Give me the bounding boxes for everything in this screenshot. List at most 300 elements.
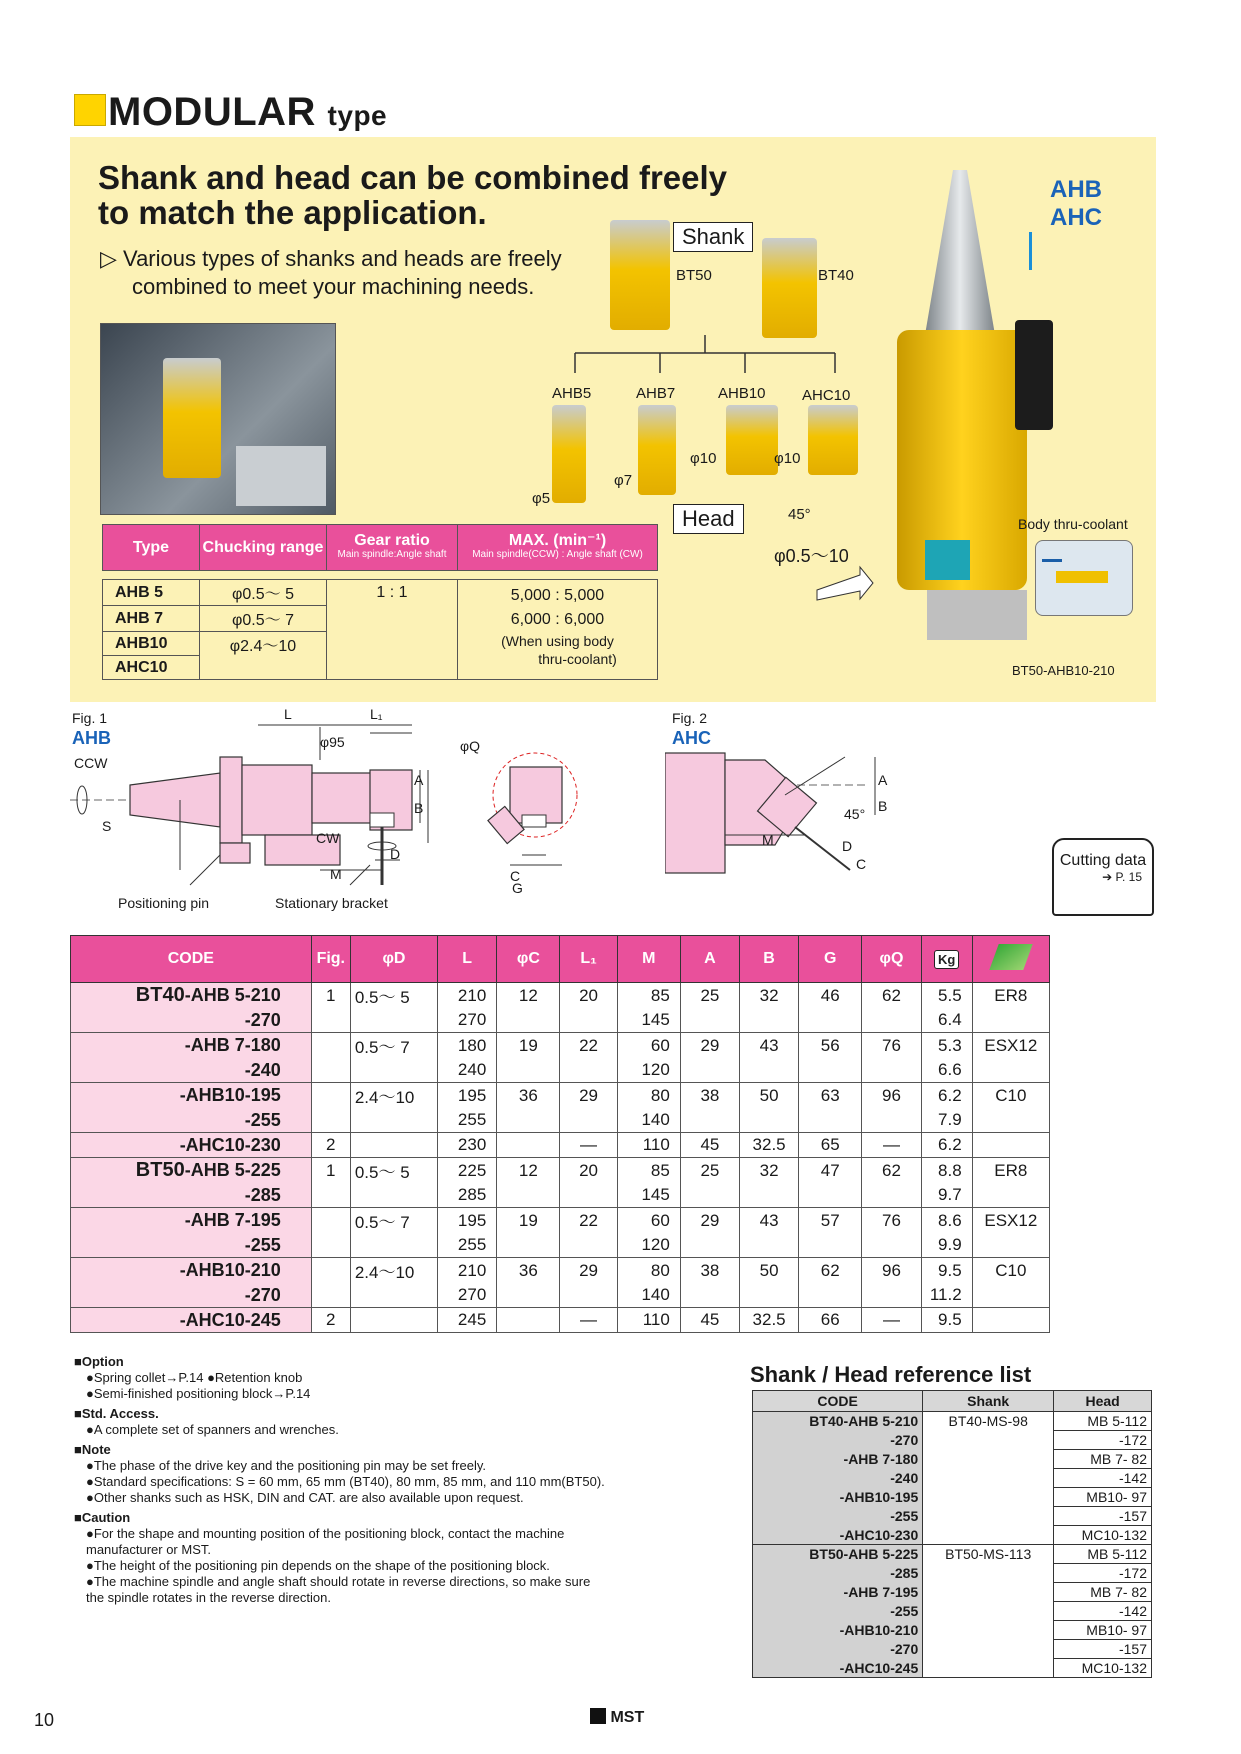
row-c: 12: [497, 983, 560, 1009]
row-l1: 20: [560, 1158, 617, 1184]
fig1-dim-phi95: φ95: [320, 734, 345, 750]
row-collet: [972, 1233, 1049, 1258]
row-d: [350, 1008, 437, 1033]
row-d: [350, 1133, 437, 1158]
ref-code: -255: [753, 1507, 923, 1526]
fig1-name: AHB: [72, 728, 111, 748]
row-c: [497, 1233, 560, 1258]
main-table-header: [71, 936, 1050, 983]
table-row: [71, 1208, 1050, 1234]
row-fig: [311, 1108, 350, 1133]
row-d: [350, 1183, 437, 1208]
row-a: [680, 1183, 739, 1208]
cutting-data-label: Cutting data: [1059, 852, 1147, 869]
row-c: 36: [497, 1083, 560, 1109]
row-code: [71, 1283, 312, 1308]
square-bullet-icon: ■: [74, 1442, 82, 1457]
fig1-dim-c: C: [510, 868, 521, 884]
row-g: 65: [799, 1133, 862, 1158]
ref-head: -157: [1054, 1640, 1152, 1659]
row-l: 270: [438, 1008, 497, 1033]
row-code: [71, 1258, 312, 1284]
ref-head: -172: [1054, 1431, 1152, 1450]
row-m: 120: [617, 1233, 680, 1258]
row-kg: 9.7: [921, 1183, 972, 1208]
ref-code: -285: [753, 1564, 923, 1583]
ref-head: -142: [1054, 1469, 1152, 1488]
row-l1: 29: [560, 1083, 617, 1109]
row-l1: [560, 1008, 617, 1033]
row-fig: [311, 1083, 350, 1109]
collet-icon: [989, 944, 1032, 970]
fig1-dim-phiq: φQ: [460, 738, 480, 754]
ref-row: [753, 1659, 1152, 1678]
row-kg: 6.4: [921, 1008, 972, 1033]
row-b: [740, 1183, 799, 1208]
row-collet: [972, 1308, 1049, 1333]
ref-shank: [923, 1450, 1054, 1469]
row-d: 0.5～ 7: [350, 1208, 437, 1234]
table-row: [71, 1133, 1050, 1158]
coolant-arrow-icon: [815, 555, 875, 625]
row-kg: 8.6: [921, 1208, 972, 1234]
row-d: 0.5～ 7: [350, 1033, 437, 1059]
large-tool-image: [885, 170, 1055, 645]
ref-shank: [923, 1602, 1054, 1621]
row-l1: [560, 1183, 617, 1208]
row-code-value: -AHB10-210: [179, 1260, 281, 1280]
row-a: 45: [680, 1308, 739, 1333]
row-q: [862, 1008, 921, 1033]
row-collet: ESX12: [972, 1208, 1049, 1234]
ref-code: -AHB 7-195: [753, 1583, 923, 1602]
ref-shank: [923, 1640, 1054, 1659]
fig2-label: Fig. 2: [672, 710, 708, 726]
fig1-cw: CW: [316, 830, 340, 846]
fig1-dim-l: L: [284, 706, 292, 722]
row-q: [862, 1283, 921, 1308]
ref-code: -AHB10-210: [753, 1621, 923, 1640]
spec-type: AHB 7: [103, 606, 200, 632]
positioning-pin-label: Positioning pin: [118, 895, 210, 911]
note-item: ●Semi-finished positioning block→P.14: [86, 1386, 311, 1401]
row-a: 38: [680, 1258, 739, 1284]
row-kg: 7.9: [921, 1108, 972, 1133]
shank-label: Shank: [673, 222, 753, 252]
ref-row: [753, 1507, 1152, 1526]
row-code: [71, 1108, 312, 1133]
row-a: 45: [680, 1133, 739, 1158]
table-row: [71, 1183, 1050, 1208]
row-b: 32: [740, 1158, 799, 1184]
row-g: 47: [799, 1158, 862, 1184]
row-collet: ER8: [972, 1158, 1049, 1184]
row-c: 12: [497, 1158, 560, 1184]
row-b: 50: [740, 1083, 799, 1109]
row-g: 46: [799, 983, 862, 1009]
ref-row: [753, 1450, 1152, 1469]
row-l1: —: [560, 1133, 617, 1158]
row-fig: [311, 1008, 350, 1033]
row-g: 66: [799, 1308, 862, 1333]
row-b: [740, 1058, 799, 1083]
row-m: 60: [617, 1033, 680, 1059]
ref-row: [753, 1545, 1152, 1564]
row-a: 29: [680, 1208, 739, 1234]
row-collet: [972, 1108, 1049, 1133]
shank-type-bt50: BT50: [676, 267, 712, 284]
square-bullet-icon: ■: [74, 1354, 82, 1369]
note-item: ●For the shape and mounting position of the positioning block, contact the machine: [86, 1526, 565, 1541]
row-d: [350, 1058, 437, 1083]
row-c: [497, 1133, 560, 1158]
ref-code: -270: [753, 1431, 923, 1450]
row-fig: [311, 1058, 350, 1083]
ref-code: BT40-AHB 5-210: [753, 1412, 923, 1431]
row-code: [71, 983, 312, 1009]
head-type-ahc10: AHC10: [802, 387, 851, 404]
row-l1: —: [560, 1308, 617, 1333]
row-l: 210: [438, 1258, 497, 1284]
col-a: A: [680, 936, 739, 983]
head-type-ahb10: AHB10: [718, 385, 766, 402]
table-row: [71, 1308, 1050, 1333]
ref-head: MB 5-112: [1054, 1412, 1152, 1431]
ref-shank: [923, 1564, 1054, 1583]
row-g: [799, 1058, 862, 1083]
row-l: 180: [438, 1033, 497, 1059]
weight-icon: Kg: [934, 950, 959, 969]
fig1-dim-d: D: [390, 846, 401, 862]
row-code: [71, 1033, 312, 1059]
col-c: φC: [497, 936, 560, 983]
row-q: [862, 1233, 921, 1258]
row-g: [799, 1108, 862, 1133]
ref-row: [753, 1526, 1152, 1545]
row-g: 57: [799, 1208, 862, 1234]
ref-code: -AHB10-195: [753, 1488, 923, 1507]
row-d: [350, 1108, 437, 1133]
row-l1: 20: [560, 983, 617, 1009]
dia-label-5: φ5: [532, 490, 551, 507]
ref-row: [753, 1412, 1152, 1431]
row-kg: 9.9: [921, 1233, 972, 1258]
note-heading: ■Caution: [74, 1510, 131, 1525]
row-q: 62: [862, 983, 921, 1009]
row-c: [497, 1308, 560, 1333]
row-kg: 6.6: [921, 1058, 972, 1083]
note-heading: ■Note: [74, 1442, 111, 1457]
row-kg: 5.5: [921, 983, 972, 1009]
row-fig: 1: [311, 983, 350, 1009]
row-l: 230: [438, 1133, 497, 1158]
ref-shank: [923, 1507, 1054, 1526]
row-g: 56: [799, 1033, 862, 1059]
ref-code: -240: [753, 1469, 923, 1488]
col-g: G: [799, 936, 862, 983]
head-type-ahb5: AHB5: [552, 385, 592, 402]
row-fig: [311, 1283, 350, 1308]
ref-head: MC10-132: [1054, 1526, 1152, 1545]
row-g: [799, 1008, 862, 1033]
row-a: 29: [680, 1033, 739, 1059]
row-m: 145: [617, 1008, 680, 1033]
ref-col-code: CODE: [753, 1391, 923, 1412]
row-collet: [972, 1008, 1049, 1033]
row-kg: 9.5: [921, 1258, 972, 1284]
note-item: ●The machine spindle and angle shaft should rotate in reverse directions, so make sure: [86, 1574, 591, 1589]
row-code-value: -255: [244, 1234, 281, 1255]
ref-shank: [923, 1469, 1054, 1488]
ref-shank: [923, 1431, 1054, 1450]
spec-gear-ratio: 1 : 1: [327, 580, 458, 680]
row-code-value: -AHB10-195: [179, 1085, 281, 1105]
col-b: B: [740, 936, 799, 983]
ref-row: [753, 1564, 1152, 1583]
row-m: 140: [617, 1283, 680, 1308]
row-b: [740, 1233, 799, 1258]
row-fig: 2: [311, 1133, 350, 1158]
row-q: [862, 1058, 921, 1083]
spec-type: AHB10: [103, 632, 200, 656]
triangle-bullet-icon: ▷: [100, 246, 124, 271]
row-d: 0.5～ 5: [350, 983, 437, 1009]
ref-head: -157: [1054, 1507, 1152, 1526]
row-q: —: [862, 1308, 921, 1333]
row-a: [680, 1058, 739, 1083]
spec-chucking: φ0.5～ 5: [200, 580, 327, 606]
spec-header-max: MAX. (min⁻¹) Main spindle(CCW) : Angle shaft (CW): [458, 525, 658, 571]
headline: Shank and head can be combined freely to match the application.: [98, 159, 728, 231]
row-l: 285: [438, 1183, 497, 1208]
fig2-dim-m: M: [762, 832, 774, 848]
row-a: [680, 1233, 739, 1258]
head-ahb7-image: [638, 405, 676, 495]
row-c: [497, 1108, 560, 1133]
dia-label-10a: φ10: [690, 450, 717, 467]
row-code: [71, 1133, 312, 1158]
ccw-label: CCW: [74, 755, 108, 771]
row-b: [740, 1108, 799, 1133]
spec-table: [102, 524, 658, 680]
row-l: 210: [438, 983, 497, 1009]
row-l1: [560, 1108, 617, 1133]
row-a: [680, 1008, 739, 1033]
row-l1: 22: [560, 1033, 617, 1059]
row-kg: 11.2: [921, 1283, 972, 1308]
square-bullet-icon: ■: [74, 1406, 82, 1421]
row-code: [71, 1308, 312, 1333]
row-a: 25: [680, 983, 739, 1009]
ref-head: -142: [1054, 1602, 1152, 1621]
model-title: AHB AHC: [1050, 176, 1102, 231]
row-code-value: -AHB 7-195: [184, 1210, 281, 1230]
row-g: 63: [799, 1083, 862, 1109]
ref-code: -270: [753, 1640, 923, 1659]
row-code-value: -AHC10-230: [179, 1134, 281, 1155]
row-collet: ER8: [972, 983, 1049, 1009]
note-item: ●A complete set of spanners and wrenches.: [86, 1422, 339, 1437]
row-d: 0.5～ 5: [350, 1158, 437, 1184]
cutting-data-ref: ➔ P. 15: [1102, 870, 1142, 884]
notes: [74, 1350, 694, 1606]
row-m: 85: [617, 983, 680, 1009]
row-l: 245: [438, 1308, 497, 1333]
intro-text: ▷ Various types of shanks and heads are freely combined to meet your machining needs.: [100, 246, 562, 299]
dia-label-10b: φ10: [774, 450, 801, 467]
row-fig: [311, 1233, 350, 1258]
row-b: 50: [740, 1258, 799, 1284]
row-l: 195: [438, 1083, 497, 1109]
row-q: 96: [862, 1083, 921, 1109]
note-item: the spindle rotates in the reverse direction.: [86, 1590, 331, 1605]
machine-photo: [100, 323, 336, 515]
angle-label: 45°: [788, 506, 811, 523]
row-code-value: -270: [244, 1009, 281, 1030]
row-b: 32: [740, 983, 799, 1009]
row-l: 195: [438, 1208, 497, 1234]
note-heading: ■Std. Access.: [74, 1406, 159, 1421]
row-fig: [311, 1033, 350, 1059]
ref-row: [753, 1640, 1152, 1659]
row-collet: [972, 1058, 1049, 1083]
spec-type: AHC10: [103, 656, 200, 680]
ref-row: [753, 1602, 1152, 1621]
row-a: 38: [680, 1083, 739, 1109]
ref-head: MB 7- 82: [1054, 1583, 1152, 1602]
square-bullet-icon: ■: [74, 1510, 82, 1525]
spec-chucking: φ0.5～ 7: [200, 606, 327, 632]
ref-code: -AHB 7-180: [753, 1450, 923, 1469]
table-row: [71, 1258, 1050, 1284]
table-row: [71, 1058, 1050, 1083]
row-b: 32.5: [740, 1308, 799, 1333]
tree-connector: [560, 335, 850, 375]
row-fig: [311, 1258, 350, 1284]
fig2-dim-d: D: [842, 838, 853, 854]
row-g: [799, 1183, 862, 1208]
row-c: [497, 1183, 560, 1208]
note-item: ●Standard specifications: S = 60 mm, 65 mm (BT40), 80 mm, 85 mm, and 110 mm(BT50).: [86, 1474, 605, 1489]
row-l1: 29: [560, 1258, 617, 1284]
stationary-bracket-label: Stationary bracket: [275, 895, 388, 911]
ref-shank: [923, 1659, 1054, 1678]
row-c: 36: [497, 1258, 560, 1284]
row-kg: 6.2: [921, 1133, 972, 1158]
row-a: 25: [680, 1158, 739, 1184]
row-l: 255: [438, 1233, 497, 1258]
model-caption: BT50-AHB10-210: [1012, 663, 1115, 678]
row-q: —: [862, 1133, 921, 1158]
ref-code: -AHC10-245: [753, 1659, 923, 1678]
table-row: [71, 1158, 1050, 1184]
ref-head: -172: [1054, 1564, 1152, 1583]
row-code-value: -AHC10-245: [179, 1309, 281, 1330]
row-m: 145: [617, 1183, 680, 1208]
shank-bt40-image: [762, 238, 817, 338]
fig1-drawing: [70, 715, 630, 920]
row-code-value: -AHB 5-225: [184, 1160, 281, 1180]
fig2-dim-a: A: [878, 772, 888, 788]
row-m: 80: [617, 1083, 680, 1109]
row-code: [71, 1083, 312, 1109]
row-code: [71, 1058, 312, 1083]
row-q: 96: [862, 1258, 921, 1284]
row-code-value: -240: [244, 1059, 281, 1080]
page-title: MODULAR type: [108, 90, 388, 134]
row-a: [680, 1283, 739, 1308]
row-l: 270: [438, 1283, 497, 1308]
shank-type-bt40: BT40: [818, 267, 854, 284]
row-collet: C10: [972, 1258, 1049, 1284]
shank-bt50-image: [610, 220, 670, 330]
cutting-data-book-icon[interactable]: [1052, 838, 1154, 916]
row-d: 2.4～10: [350, 1258, 437, 1284]
row-d: [350, 1308, 437, 1333]
coolant-label: Body thru-coolant: [1018, 516, 1128, 532]
note-item: ●Other shanks such as HSK, DIN and CAT. are also available upon request.: [86, 1490, 524, 1505]
note-item: ●The phase of the drive key and the positioning pin may be set freely.: [86, 1458, 487, 1473]
row-kg: 8.8: [921, 1158, 972, 1184]
row-q: [862, 1108, 921, 1133]
title-square-icon: [74, 94, 106, 126]
row-q: 76: [862, 1208, 921, 1234]
ref-shank: [923, 1621, 1054, 1640]
dia-label-7: φ7: [614, 472, 633, 489]
fig1-label: Fig. 1: [72, 710, 108, 726]
table-row: [71, 1008, 1050, 1033]
fig1-dim-g: G: [512, 880, 523, 896]
row-g: 62: [799, 1258, 862, 1284]
spec-header-gear: Gear ratio Main spindle:Angle shaft: [327, 525, 458, 571]
row-code: [71, 1008, 312, 1033]
spec-chucking: φ2.4～10: [200, 632, 327, 680]
ref-head: MC10-132: [1054, 1659, 1152, 1678]
row-fig: 1: [311, 1158, 350, 1184]
row-l: 240: [438, 1058, 497, 1083]
row-code-prefix: BT40: [135, 984, 185, 1006]
row-b: [740, 1283, 799, 1308]
row-l1: [560, 1058, 617, 1083]
fig2-name: AHC: [672, 728, 711, 748]
row-m: 140: [617, 1108, 680, 1133]
ref-shank: BT50-MS-113: [923, 1545, 1054, 1564]
table-row: [71, 1108, 1050, 1133]
ref-list-title: Shank / Head reference list: [750, 1362, 1032, 1387]
col-q: φQ: [862, 936, 921, 983]
row-code: [71, 1233, 312, 1258]
row-m: 60: [617, 1208, 680, 1234]
ref-row: [753, 1431, 1152, 1450]
ref-col-shank: Shank: [923, 1391, 1054, 1412]
ref-head: MB 5-112: [1054, 1545, 1152, 1564]
row-c: [497, 1058, 560, 1083]
row-kg: 6.2: [921, 1083, 972, 1109]
col-l1: L₁: [560, 936, 617, 983]
range-label: φ0.5～10: [774, 546, 849, 566]
row-a: [680, 1108, 739, 1133]
ref-shank: [923, 1488, 1054, 1507]
row-fig: [311, 1183, 350, 1208]
col-fig: Fig.: [311, 936, 350, 983]
ref-row: [753, 1469, 1152, 1488]
col-weight: [921, 936, 972, 983]
spec-max-rpm: 5,000 : 5,000 6,000 : 6,000 (When using body thru-coolant): [458, 580, 658, 680]
row-code-value: -AHB 7-180: [184, 1035, 281, 1055]
row-c: 19: [497, 1208, 560, 1234]
col-d: φD: [350, 936, 437, 983]
ref-list-table: [752, 1390, 1152, 1678]
